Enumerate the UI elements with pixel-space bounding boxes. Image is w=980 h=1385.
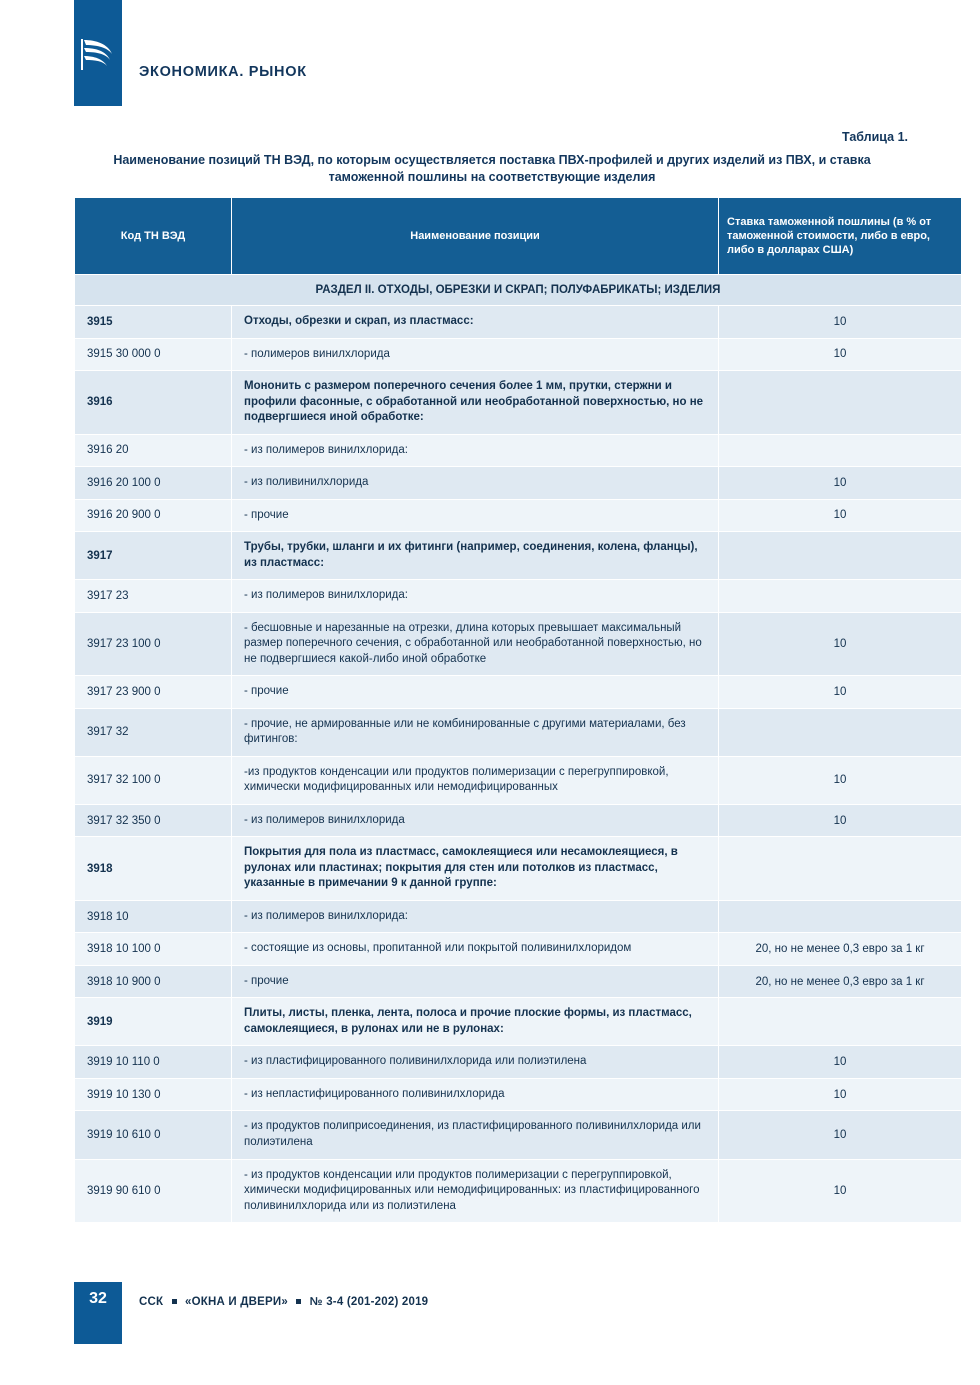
column-header-rate: Ставка таможенной пошлины (в % от таможенной стоимости, либо в евро, либо в долларах США) (719, 198, 962, 275)
table-row (75, 708, 962, 756)
cell-name: Отходы, обрезки и скрап, из пластмасс: (232, 306, 719, 339)
cell-code: 3918 (75, 837, 232, 901)
cell-code: 3915 (75, 306, 232, 339)
cell-code: 3917 23 (75, 580, 232, 613)
cell-name: -из продуктов конденсации или продуктов полимеризации с перегруппировкой, химически модифицированных или немодифицированных (232, 756, 719, 804)
page-header (0, 0, 980, 106)
cell-rate (719, 371, 962, 435)
cell-code: 3919 90 610 0 (75, 1159, 232, 1223)
cell-rate: 10 (719, 1046, 962, 1079)
cell-rate (719, 998, 962, 1046)
cell-rate (719, 434, 962, 467)
cell-rate: 10 (719, 1159, 962, 1223)
table-row (75, 434, 962, 467)
table-row (75, 371, 962, 435)
cell-rate: 10 (719, 756, 962, 804)
cell-name: Мононить с размером поперечного сечения более 1 мм, прутки, стержни и профили фасонные, с обработанной или необработанной поверхностью, но не подвергшиеся иной обработке: (232, 371, 719, 435)
cell-code: 3918 10 900 0 (75, 965, 232, 998)
table-row (75, 499, 962, 532)
cell-name: - прочие (232, 499, 719, 532)
table-row (75, 804, 962, 837)
table-row (75, 1111, 962, 1159)
cell-rate: 10 (719, 676, 962, 709)
cell-name: - бесшовные и нарезанные на отрезки, длина которых превышает максимальный размер поперечного сечения, с обработанной или необработанной поверхностью, но не подвергшиеся какой-либо иной обработке (232, 612, 719, 676)
footer-imprint-magazine: «ОКНА И ДВЕРИ» (185, 1296, 288, 1308)
cell-rate: 10 (719, 1111, 962, 1159)
cell-name: - из пластифицированного поливинилхлорида или полиэтилена (232, 1046, 719, 1079)
cell-name: - из продуктов конденсации или продуктов полимеризации с перегруппировкой, химически модифицированных или немодифицированных: из пластифицированного поливинилхлорида или из полиэтилена (232, 1159, 719, 1223)
cell-name: Трубы, трубки, шланги и их фитинги (например, соединения, колена, фланцы), из пластмасс: (232, 532, 719, 580)
cell-name: - полимеров винилхлорида (232, 338, 719, 371)
cell-code: 3917 32 100 0 (75, 756, 232, 804)
cell-code: 3917 32 (75, 708, 232, 756)
table-row (75, 1078, 962, 1111)
table-row (75, 1046, 962, 1079)
table-row (75, 580, 962, 613)
cell-rate: 20, но не менее 0,3 евро за 1 кг (719, 965, 962, 998)
cell-name: - из поливинилхлорида (232, 467, 719, 500)
table-row (75, 837, 962, 901)
tariff-table (74, 197, 962, 1223)
cell-rate: 10 (719, 499, 962, 532)
table-row (75, 676, 962, 709)
cell-rate (719, 532, 962, 580)
cell-rate: 10 (719, 1078, 962, 1111)
cell-rate: 10 (719, 467, 962, 500)
cell-name: Плиты, листы, пленка, лента, полоса и прочие плоские формы, из пластмасс, самоклеящиеся, в рулонах или не в рулонах: (232, 998, 719, 1046)
cell-name: - из полимеров винилхлорида: (232, 434, 719, 467)
cell-name: Покрытия для пола из пластмасс, самоклеящиеся или несамоклеящиеся, в рулонах или пластинах; покрытия для стен или потолков из пластмасс, указанные в примечании 9 к данной группе: (232, 837, 719, 901)
cell-code: 3915 30 000 0 (75, 338, 232, 371)
cell-rate (719, 708, 962, 756)
cell-rate: 10 (719, 338, 962, 371)
page-number: 32 (89, 1290, 107, 1307)
table-row (75, 756, 962, 804)
table-row (75, 306, 962, 339)
square-bullet-icon (296, 1299, 301, 1304)
section-title: ЭКОНОМИКА. РЫНОК (139, 64, 307, 80)
table-row (75, 467, 962, 500)
table-row (75, 612, 962, 676)
cell-rate: 10 (719, 804, 962, 837)
cell-name: - из полимеров винилхлорида: (232, 580, 719, 613)
cell-code: 3916 20 900 0 (75, 499, 232, 532)
square-bullet-icon (172, 1299, 177, 1304)
footer-imprint-issue: № 3-4 (201-202) 2019 (309, 1296, 429, 1308)
cell-name: - из полимеров винилхлорида (232, 804, 719, 837)
cell-name: - из полимеров винилхлорида: (232, 900, 719, 933)
tariff-table-wrapper (74, 197, 932, 1223)
cell-rate: 10 (719, 612, 962, 676)
section-row (75, 275, 962, 306)
column-header-name: Наименование позиции (232, 198, 719, 275)
table-body (75, 275, 962, 1223)
table-row (75, 933, 962, 966)
cell-code: 3917 23 100 0 (75, 612, 232, 676)
table-header-row (75, 198, 962, 275)
table-number: Таблица 1. (842, 130, 908, 144)
table-row (75, 965, 962, 998)
table-row (75, 1159, 962, 1223)
cell-name: - из продуктов полиприсоединения, из пластифицированного поливинилхлорида или полиэтилена (232, 1111, 719, 1159)
cell-rate: 20, но не менее 0,3 евро за 1 кг (719, 933, 962, 966)
cell-name: - прочие (232, 676, 719, 709)
table-head (75, 198, 962, 275)
cell-code: 3917 (75, 532, 232, 580)
section-row-label: РАЗДЕЛ II. ОТХОДЫ, ОБРЕЗКИ И СКРАП; ПОЛУФАБРИКАТЫ; ИЗДЕЛИЯ (75, 275, 962, 306)
footer-imprint (139, 1296, 428, 1308)
cell-code: 3916 20 (75, 434, 232, 467)
table-row (75, 998, 962, 1046)
cell-name: - состоящие из основы, пропитанной или покрытой поливинилхлоридом (232, 933, 719, 966)
cell-code: 3918 10 100 0 (75, 933, 232, 966)
cell-name: - из непластифицированного поливинилхлорида (232, 1078, 719, 1111)
cell-code: 3919 10 110 0 (75, 1046, 232, 1079)
table-row (75, 338, 962, 371)
cell-code: 3916 20 100 0 (75, 467, 232, 500)
cell-code: 3919 10 130 0 (75, 1078, 232, 1111)
cell-rate (719, 900, 962, 933)
table-caption: Наименование позиций ТН ВЭД, по которым осуществляется поставка ПВХ-профилей и других изделий из ПВХ, и ставка таможенной пошлины на соответствующие изделия (113, 153, 871, 184)
cell-rate (719, 580, 962, 613)
column-header-code: Код ТН ВЭД (75, 198, 232, 275)
cell-name: - прочие (232, 965, 719, 998)
cell-code: 3917 32 350 0 (75, 804, 232, 837)
cell-rate: 10 (719, 306, 962, 339)
cell-code: 3917 23 900 0 (75, 676, 232, 709)
table-row (75, 532, 962, 580)
footer-imprint-publisher: ССК (139, 1296, 164, 1308)
table-row (75, 900, 962, 933)
cell-code: 3916 (75, 371, 232, 435)
cell-code: 3919 (75, 998, 232, 1046)
cell-code: 3919 10 610 0 (75, 1111, 232, 1159)
cell-name: - прочие, не армированные или не комбинированные с другими материалами, без фитингов: (232, 708, 719, 756)
cell-code: 3918 10 (75, 900, 232, 933)
cell-rate (719, 837, 962, 901)
ssk-logo-icon (78, 36, 118, 74)
